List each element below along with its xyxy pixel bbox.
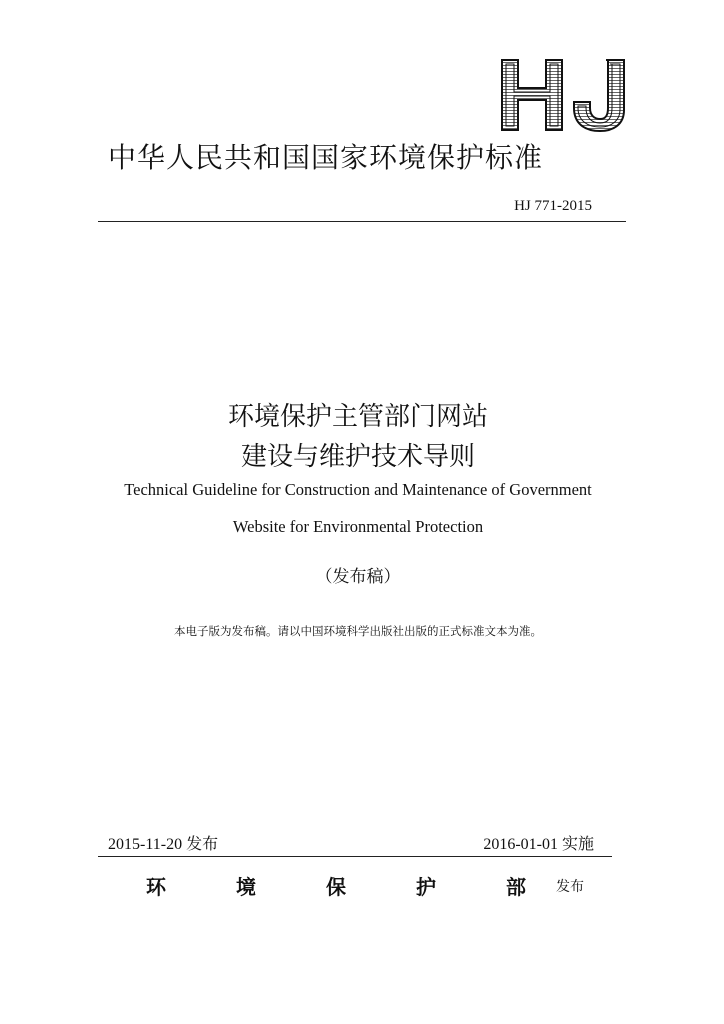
logo-letter-j [574,60,624,131]
edition-notice: 本电子版为发布稿。请以中国环境科学出版社出版的正式标准文本为准。 [174,624,542,638]
title-zh-line-2: 建设与维护技术导则 [240,442,475,472]
title-en-line-1: Technical Guideline for Construction and Maintenance of Government [124,480,592,499]
bottom-divider [98,856,612,857]
standard-code: HJ 771-2015 [514,198,592,214]
issuer-char: 部 [506,875,526,899]
hj-logo [498,58,630,132]
issuer-char: 保 [326,875,346,899]
logo-letter-h [502,60,562,130]
title-en-line-2: Website for Environmental Protection [232,517,484,536]
top-divider [98,221,626,222]
draft-label: （发布稿） [315,567,401,587]
title-zh-line-1: 环境保护主管部门网站 [227,402,488,432]
issuer-char: 环 [146,875,166,899]
standard-organization-title: 中华人民共和国国家环境保护标准 [108,141,544,174]
issuer-char: 护 [416,875,436,899]
issuer-char: 境 [236,875,256,899]
issuer-suffix: 发布 [556,879,584,895]
publish-date: 2015-11-20 发布 [108,836,219,853]
issuer-name [146,871,526,900]
effective-date: 2016-01-01 实施 [483,836,594,853]
